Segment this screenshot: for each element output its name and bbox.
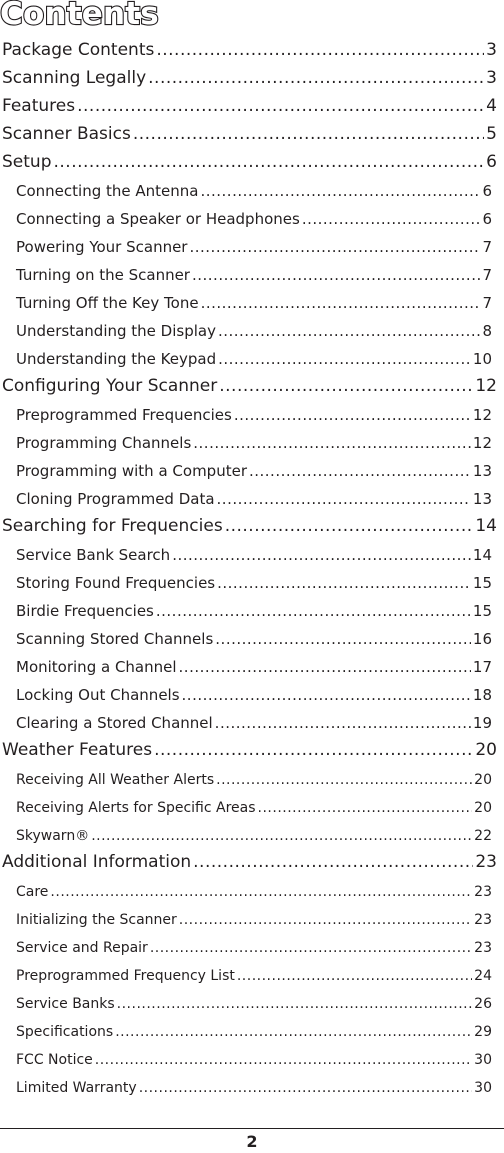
toc-entry-title: Package Contents [2, 40, 155, 60]
toc-entry-title: Understanding the Display [16, 322, 216, 340]
toc-page-number: 23 [474, 884, 492, 900]
toc-entry-title: Searching for Frequencies [2, 516, 223, 536]
toc-entry-title: Programming Channels [16, 434, 192, 452]
toc-page-number: 30 [474, 1052, 492, 1068]
toc-dot-leader [77, 96, 484, 117]
toc-page-number: 20 [474, 772, 492, 788]
toc-dot-leader [193, 852, 473, 873]
toc-subsection-entry[interactable] [0, 201, 504, 229]
toc-page-number: 26 [474, 996, 492, 1012]
toc-dot-leader [218, 350, 471, 369]
toc-entry-title: Scanner Basics [2, 124, 131, 144]
toc-subsection-entry[interactable] [0, 761, 504, 789]
toc-page-number: 22 [474, 828, 492, 844]
toc-subsection-entry[interactable] [0, 537, 504, 565]
toc-page-number: 7 [482, 238, 492, 256]
toc-subsection-entry[interactable] [0, 1013, 504, 1041]
toc-entry-title: FCC Notice [16, 1052, 93, 1068]
toc-page-number: 20 [474, 800, 492, 816]
toc-page-number: 3 [486, 68, 497, 88]
toc-subsection-entry[interactable] [0, 313, 504, 341]
toc-page-number: 17 [472, 658, 492, 676]
table-of-contents [0, 33, 504, 1097]
toc-entry-title: Features [2, 96, 76, 116]
toc-subsection-entry[interactable] [0, 649, 504, 677]
toc-subsection-entry[interactable] [0, 425, 504, 453]
toc-subsection-entry[interactable] [0, 677, 504, 705]
toc-entry-title: Birdie Frequencies [16, 602, 154, 620]
toc-dot-leader [215, 630, 471, 649]
toc-subsection-entry[interactable] [0, 397, 504, 425]
toc-page-number: 16 [472, 630, 492, 648]
toc-dot-leader [234, 406, 471, 425]
toc-page-number: 6 [486, 152, 497, 172]
toc-dot-leader [139, 1080, 472, 1097]
toc-entry-title: Monitoring a Channel [16, 658, 177, 676]
toc-dot-leader [154, 740, 473, 761]
toc-section-entry[interactable] [0, 33, 504, 61]
toc-dot-leader [218, 322, 480, 341]
toc-dot-leader [189, 238, 480, 257]
toc-page-number: 5 [486, 124, 497, 144]
toc-subsection-entry[interactable] [0, 257, 504, 285]
toc-dot-leader [192, 266, 480, 285]
toc-dot-leader [53, 152, 484, 173]
toc-entry-title: Initializing the Scanner [16, 912, 177, 928]
toc-dot-leader [148, 68, 484, 89]
toc-section-entry[interactable] [0, 145, 504, 173]
toc-entry-title: Limited Warranty [16, 1080, 137, 1096]
toc-page-number: 30 [474, 1080, 492, 1096]
toc-dot-leader [150, 940, 472, 957]
toc-dot-leader [95, 1052, 472, 1069]
toc-page-number: 12 [475, 376, 497, 396]
toc-entry-title: Clearing a Stored Channel [16, 714, 213, 732]
toc-page-number: 19 [472, 714, 492, 732]
toc-section-entry[interactable] [0, 733, 504, 761]
toc-page-number: 15 [472, 602, 492, 620]
toc-page-number: 14 [475, 516, 497, 536]
toc-entry-title: Additional Information [2, 852, 192, 872]
toc-entry-title: Service Banks [16, 996, 115, 1012]
toc-entry-title: Specifications [16, 1024, 114, 1040]
toc-entry-title: Connecting the Antenna [16, 182, 199, 200]
toc-entry-title: Understanding the Keypad [16, 350, 217, 368]
toc-dot-leader [91, 828, 472, 845]
toc-dot-leader [200, 182, 480, 201]
toc-page-number: 4 [486, 96, 497, 116]
toc-section-entry[interactable] [0, 117, 504, 145]
toc-page-number: 3 [486, 40, 497, 60]
toc-dot-leader [156, 602, 471, 621]
toc-subsection-entry[interactable] [0, 1041, 504, 1069]
toc-dot-leader [237, 968, 472, 985]
toc-entry-title: Programming with a Computer [16, 462, 247, 480]
toc-dot-leader [219, 376, 473, 397]
toc-dot-leader [156, 40, 484, 61]
toc-page-number: 18 [472, 686, 492, 704]
toc-subsection-entry[interactable] [0, 901, 504, 929]
toc-page-number: 23 [474, 940, 492, 956]
toc-dot-leader [249, 462, 471, 481]
toc-subsection-entry[interactable] [0, 481, 504, 509]
toc-page-number: 10 [472, 350, 492, 368]
toc-entry-title: Scanning Legally [2, 68, 147, 88]
toc-dot-leader [216, 772, 472, 789]
toc-subsection-entry[interactable] [0, 621, 504, 649]
toc-entry-title: Turning on the Scanner [16, 266, 190, 284]
toc-entry-title: Service Bank Search [16, 546, 171, 564]
toc-subsection-entry[interactable] [0, 789, 504, 817]
toc-dot-leader [182, 686, 471, 705]
toc-entry-title: Storing Found Frequencies [16, 574, 216, 592]
toc-dot-leader [215, 714, 471, 733]
toc-dot-leader [302, 210, 481, 229]
toc-page-number: 20 [475, 740, 497, 760]
footer-divider [0, 1128, 504, 1129]
page-title: Contents [0, 0, 159, 32]
toc-dot-leader [193, 434, 471, 453]
toc-page-number: 6 [482, 210, 492, 228]
toc-entry-title: Setup [2, 152, 52, 172]
toc-page-number: 7 [482, 266, 492, 284]
toc-entry-title: Scanning Stored Channels [16, 630, 214, 648]
toc-page-number: 15 [472, 574, 492, 592]
toc-section-entry[interactable] [0, 89, 504, 117]
toc-page-number: 13 [472, 462, 492, 480]
toc-section-entry[interactable] [0, 845, 504, 873]
toc-entry-title: Service and Repair [16, 940, 148, 956]
toc-subsection-entry[interactable] [0, 929, 504, 957]
toc-subsection-entry[interactable] [0, 817, 504, 845]
toc-section-entry[interactable] [0, 509, 504, 537]
toc-subsection-entry[interactable] [0, 173, 504, 201]
toc-subsection-entry[interactable] [0, 593, 504, 621]
toc-section-entry[interactable] [0, 369, 504, 397]
toc-dot-leader [217, 574, 471, 593]
toc-section-entry[interactable] [0, 61, 504, 89]
toc-page-number: 24 [474, 968, 492, 984]
toc-dot-leader [117, 996, 473, 1013]
toc-entry-title: Receiving All Weather Alerts [16, 772, 215, 788]
toc-entry-title: Skywarn® [16, 828, 90, 844]
toc-dot-leader [172, 546, 471, 565]
toc-dot-leader [217, 490, 471, 509]
toc-page-number: 14 [472, 546, 492, 564]
toc-entry-title: Turning Off the Key Tone [16, 294, 199, 312]
toc-dot-leader [179, 658, 471, 677]
toc-page-number: 12 [472, 434, 492, 452]
toc-subsection-entry[interactable] [0, 1069, 504, 1097]
toc-subsection-entry[interactable] [0, 957, 504, 985]
toc-entry-title: Weather Features [2, 740, 153, 760]
toc-page-number: 23 [474, 912, 492, 928]
toc-entry-title: Locking Out Channels [16, 686, 180, 704]
toc-page-number: 6 [482, 182, 492, 200]
toc-entry-title: Connecting a Speaker or Headphones [16, 210, 300, 228]
toc-dot-leader [50, 884, 472, 901]
toc-page-number: 23 [475, 852, 497, 872]
toc-subsection-entry[interactable] [0, 229, 504, 257]
toc-dot-leader [115, 1024, 472, 1041]
toc-entry-title: Cloning Programmed Data [16, 490, 215, 508]
toc-page-number: 12 [472, 406, 492, 424]
toc-subsection-entry[interactable] [0, 985, 504, 1013]
toc-subsection-entry[interactable] [0, 341, 504, 369]
toc-page-number: 8 [482, 322, 492, 340]
toc-subsection-entry[interactable] [0, 565, 504, 593]
toc-entry-title: Preprogrammed Frequency List [16, 968, 235, 984]
toc-dot-leader [133, 124, 484, 145]
toc-entry-title: Preprogrammed Frequencies [16, 406, 232, 424]
toc-entry-title: Receiving Alerts for Specific Areas [16, 800, 256, 816]
toc-subsection-entry[interactable] [0, 453, 504, 481]
toc-page-number: 29 [474, 1024, 492, 1040]
toc-page-number: 13 [472, 490, 492, 508]
toc-subsection-entry[interactable] [0, 705, 504, 733]
toc-entry-title: Powering Your Scanner [16, 238, 188, 256]
toc-dot-leader [179, 912, 472, 929]
page-number: 2 [246, 1132, 258, 1151]
toc-subsection-entry[interactable] [0, 285, 504, 313]
toc-page-number: 7 [482, 294, 492, 312]
toc-entry-title: Care [16, 884, 49, 900]
toc-subsection-entry[interactable] [0, 873, 504, 901]
toc-entry-title: Configuring Your Scanner [2, 376, 218, 396]
toc-dot-leader [258, 800, 473, 817]
toc-dot-leader [225, 516, 474, 537]
toc-dot-leader [201, 294, 481, 313]
